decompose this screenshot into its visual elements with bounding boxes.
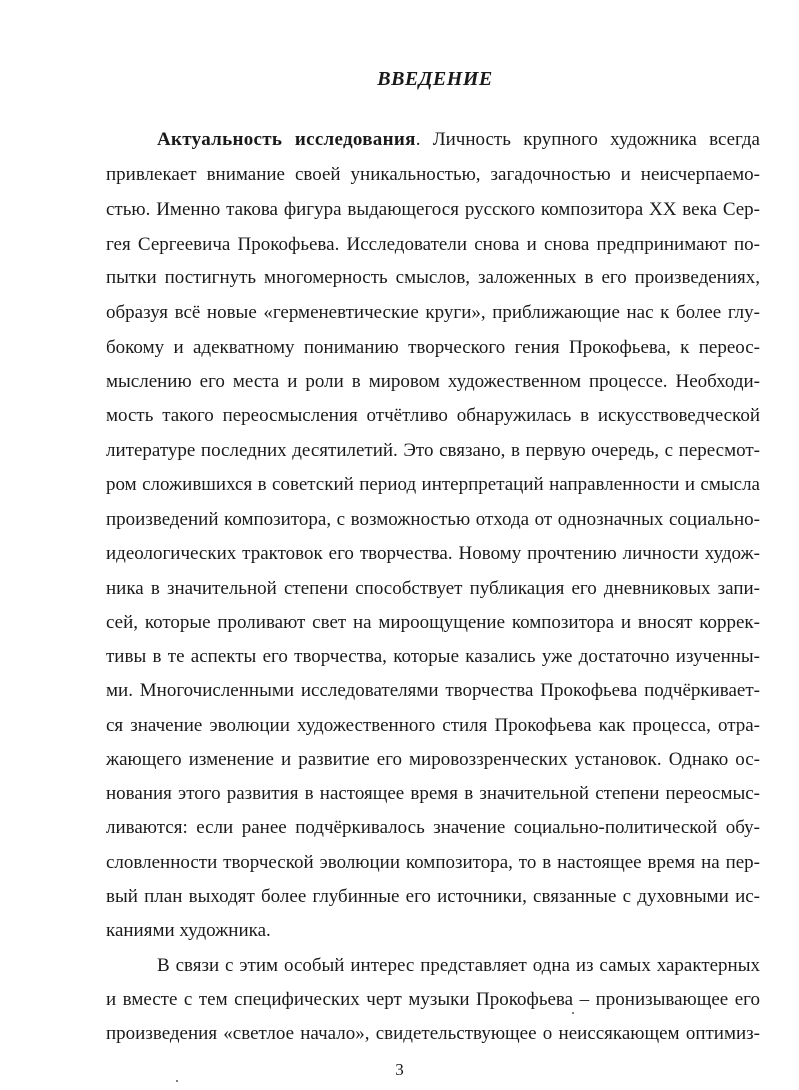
page-number: 3 — [395, 1060, 404, 1079]
scan-speck — [176, 1080, 178, 1082]
text-line: ника в значительной степени способствует публикация его дневниковых запи- — [106, 578, 760, 599]
text-line: произведения «светлое начало», свидетельствующее о неиссякающем оптимиз- — [106, 1023, 760, 1044]
text-line: ливаются: если ранее подчёркивалось значение социально-политической обу- — [106, 817, 760, 838]
lead-suffix: . Личность крупного художника всегда — [415, 129, 760, 150]
text-line: литературе последних десятилетий. Это связано, в первую очередь, с пересмот- — [106, 440, 760, 461]
text-line: пытки постигнуть многомерность смыслов, заложенных в его произведениях, — [106, 267, 760, 288]
text-line: привлекает внимание своей уникальностью, загадочностью и неисчерпаемо- — [106, 164, 760, 185]
text-line: стью. Именно такова фигура выдающегося русского композитора XX века Сер- — [106, 199, 760, 220]
text-line: нования этого развития в настоящее время в значительной степени переосмыс- — [106, 783, 760, 804]
scan-speck — [572, 1012, 574, 1014]
text-line: ром сложившихся в советский период интерпретаций направленности и смысла — [106, 474, 760, 495]
lead-heading: Актуальность исследования — [157, 129, 416, 150]
text-line: каниями художника. — [106, 920, 271, 941]
text-line: сей, которые проливают свет на мироощущение композитора и вносят коррек- — [106, 612, 760, 633]
text-line: гея Сергеевича Прокофьева. Исследователи снова и снова предпринимают по- — [106, 234, 760, 255]
text-line: В связи с этим особый интерес представляет одна из самых характерных — [157, 955, 760, 976]
text-line: словленности творческой эволюции композитора, то в настоящее время на пер- — [106, 852, 760, 873]
text-line: произведений композитора, с возможностью отхода от однозначных социально- — [106, 509, 760, 530]
text-line: образуя всё новые «герменевтические круги», приближающие нас к более глу- — [106, 302, 760, 323]
text-line: мость такого переосмысления отчётливо обнаружилась в искусствоведческой — [106, 405, 760, 426]
text-line: мыслению его места и роли в мировом художественном процессе. Необходи- — [106, 371, 760, 392]
page-title: ВВЕДЕНИЕ — [377, 68, 493, 90]
text-line: вый план выходят более глубинные его источники, связанные с духовными ис- — [106, 886, 760, 907]
text-line — [157, 128, 760, 152]
text-line: тивы в те аспекты его творчества, которые казались уже достаточно изученны- — [106, 646, 760, 667]
text-line: и вместе с тем специфических черт музыки Прокофьева – пронизывающее его — [106, 989, 760, 1010]
text-line: идеологических трактовок его творчества. Новому прочтению личности худож- — [106, 543, 760, 564]
text-line: жающего изменение и развитие его мировоззренческих установок. Однако ос- — [106, 749, 760, 770]
text-line: ся значение эволюции художественного стиля Прокофьева как процесса, отра- — [106, 715, 760, 736]
text-line: бокому и адекватному пониманию творческого гения Прокофьева, к переос- — [106, 337, 760, 358]
text-line: ми. Многочисленными исследователями творчества Прокофьева подчёркивает- — [106, 680, 760, 701]
